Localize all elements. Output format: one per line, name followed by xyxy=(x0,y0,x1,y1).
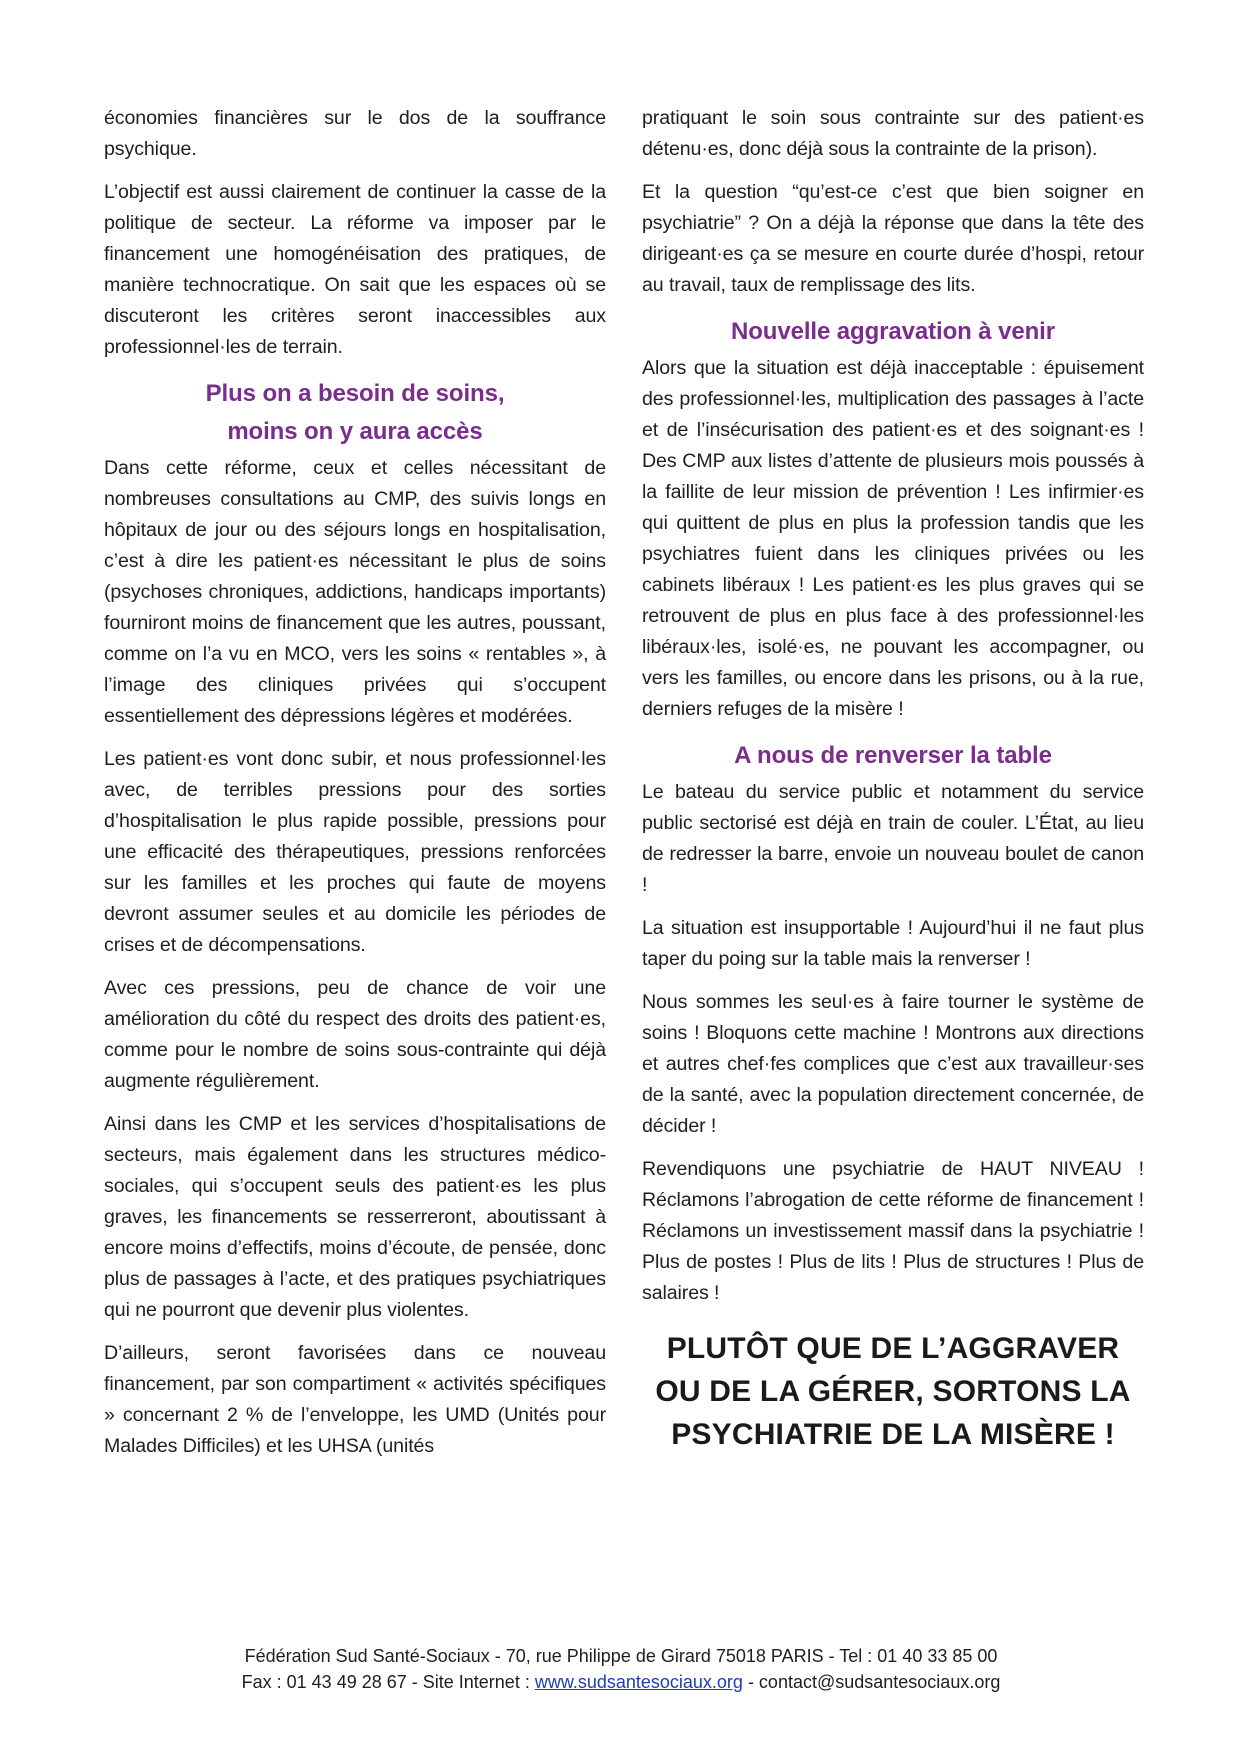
paragraph: Les patient·es vont donc subir, et nous professionnel·les avec, de terribles pressions pour des sorties d’hospitalisation le plus rapide possible, pressions pour une efficacité des thérapeutiques, pressions renforcées sur les familles et les proches qui faute de moyens devront assumer seules et au domicile les périodes de crises et de décompensations. xyxy=(104,748,606,956)
section-heading xyxy=(104,375,606,451)
paragraph: D’ailleurs, seront favorisées dans ce nouveau financement, par son compartiment « activités spécifiques » concernant 2 % de l’enveloppe, les UMD (Unités pour Malades Difficiles) et les UHSA (unités xyxy=(104,1342,606,1457)
right-column xyxy=(642,103,1144,1456)
heading-line: Plus on a besoin de soins, xyxy=(205,380,505,407)
section-heading: Nouvelle aggravation à venir xyxy=(731,318,1055,345)
slogan-line: OU DE LA GÉRER, SORTONS LA xyxy=(655,1375,1131,1408)
slogan-line: PLUTÔT QUE DE L’AGGRAVER xyxy=(666,1332,1120,1365)
left-column xyxy=(104,103,606,1474)
paragraph: Alors que la situation est déjà inacceptable : épuisement des professionnel·les, multiplication des passages à l’acte et de l’insécurisation des patient·es et des soignant·es ! Des CMP aux listes d’attente de plusieurs mois poussés à la faillite de leur mission de prévention ! Les infirmier·es qui quittent de plus en plus la profession tandis que les psychiatres fuient dans les cliniques privées ou les cabinets libéraux ! Les patient·es les plus graves qui se retrouvent de plus en plus face à des professionnel·les libéraux·les, isolé·es, ne pouvant les accompagner, ou vers les familles, ou encore dans les prisons, ou à la rue, derniers refuges de la misère ! xyxy=(642,357,1144,720)
page-footer xyxy=(0,1643,1242,1695)
footer-fax: Fax : 01 43 49 28 67 - Site Internet : xyxy=(241,1672,535,1692)
paragraph: L’objectif est aussi clairement de continuer la casse de la politique de secteur. La réforme va imposer par le financement une homogénéisation des pratiques, de manière technocratique. On sait que les espaces où se discuteront les critères seront inaccessibles aux professionnel·les de terrain. xyxy=(104,181,606,358)
paragraph: pratiquant le soin sous contrainte sur des patient·es détenu·es, donc déjà sous la contrainte de la prison). xyxy=(642,107,1144,160)
website-link[interactable]: www.sudsantesociaux.org xyxy=(534,1672,743,1692)
paragraph: Avec ces pressions, peu de chance de voir une amélioration du côté du respect des droits des patient·es, comme pour le nombre de soins sous-contrainte qui déjà augmente régulièrement. xyxy=(104,977,606,1092)
footer-email: - contact@sudsantesociaux.org xyxy=(742,1672,1001,1692)
paragraph: Revendiquons une psychiatrie de HAUT NIVEAU ! Réclamons l’abrogation de cette réforme de financement ! Réclamons un investissement massif dans la psychiatrie ! Plus de postes ! Plus de lits ! Plus de structures ! Plus de salaires ! xyxy=(642,1158,1144,1304)
paragraph: Le bateau du service public et notamment du service public sectorisé est déjà en train de couler. L’État, au lieu de redresser la barre, envoie un nouveau boulet de canon ! xyxy=(642,781,1144,896)
section-heading: A nous de renverser la table xyxy=(734,742,1052,769)
closing-slogan xyxy=(642,1327,1144,1456)
footer-address: Fédération Sud Santé-Sociaux - 70, rue Philippe de Girard 75018 PARIS - Tel : 01 40 33 85 00 xyxy=(244,1646,998,1666)
paragraph: Dans cette réforme, ceux et celles nécessitant de nombreuses consultations au CMP, des suivis longs en hôpitaux de jour ou des séjours longs en hospitalisation, c’est à dire les patient·es nécessitant le plus de soins (psychoses chroniques, addictions, handicaps importants) fourniront moins de financement que les autres, poussant, comme on l’a vu en MCO, vers les soins « rentables », à l’image des cliniques privées qui s’occupent essentiellement des dépressions légères et modérées. xyxy=(104,457,606,727)
paragraph: La situation est insupportable ! Aujourd’hui il ne faut plus taper du poing sur la table mais la renverser ! xyxy=(642,917,1144,970)
paragraph: Ainsi dans les CMP et les services d’hospitalisations de secteurs, mais également dans les structures médico-sociales, qui s’occupent seuls des patient·es les plus graves, les financements se resserreront, aboutissant à encore moins d’effectifs, moins d’écoute, de pensée, donc plus de passages à l’acte, et des pratiques psychiatriques qui ne pourront que devenir plus violentes. xyxy=(104,1113,606,1321)
paragraph: Nous sommes les seul·es à faire tourner le système de soins ! Bloquons cette machine ! Montrons aux directions et autres chef·fes complices que c’est aux travailleur·ses de la santé, avec la population directement concernée, de décider ! xyxy=(642,991,1144,1137)
paragraph: économies financières sur le dos de la souffrance psychique. xyxy=(104,107,606,160)
slogan-line: PSYCHIATRIE DE LA MISÈRE ! xyxy=(671,1418,1115,1451)
paragraph: Et la question “qu’est-ce c’est que bien soigner en psychiatrie” ? On a déjà la réponse que dans la tête des dirigeant·es ça se mesure en courte durée d’hospi, retour au travail, taux de remplissage des lits. xyxy=(642,181,1144,296)
heading-line: moins on y aura accès xyxy=(227,418,483,445)
footer-contact-line xyxy=(0,1669,1242,1695)
